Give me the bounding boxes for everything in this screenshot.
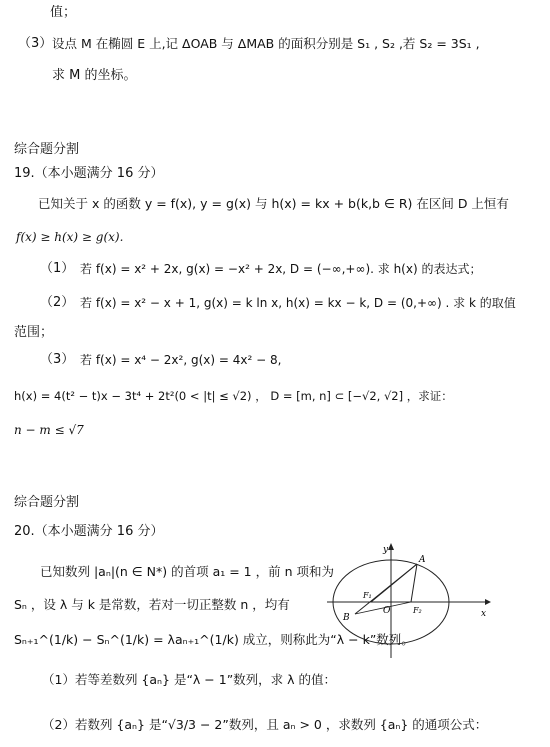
q19-part3-h: h(x) = 4(t² − t)x − 3t⁴ + 2t²(0 < |t| ≤ √2) ， D = [m, n] ⊂ [−√2, √2] ，求证：: [14, 389, 453, 403]
q18-part3-label: （3）: [18, 36, 53, 51]
y-axis-arrow-icon: [388, 543, 394, 550]
q19-part3-text: 若 f(x) = x⁴ − 2x², g(x) = 4x² − 8,: [80, 353, 282, 367]
q19-part2-cont: 范围；: [14, 325, 54, 340]
q18-line-tail: 值；: [50, 5, 77, 20]
label-b: B: [343, 613, 350, 623]
q19-intro: 已知关于 x 的函数 y = f(x), y = g(x) 与 h(x) = kx + b(k,b ∈ R) 在区间 D 上恒有: [38, 196, 509, 211]
q19-part2-label: （2）: [40, 295, 75, 310]
q19-part3-label: （3）: [40, 352, 75, 367]
label-y: y: [383, 545, 389, 555]
q19-part1-label: （1）: [40, 261, 75, 276]
label-f2: F₂: [413, 606, 422, 615]
q19-part1-text: 若 f(x) = x² + 2x, g(x) = −x² + 2x, D = (−∞,+∞). 求 h(x) 的表达式；: [80, 262, 482, 276]
segment-af2: [411, 564, 417, 602]
label-o: O: [383, 606, 391, 616]
label-x: x: [481, 609, 487, 619]
label-f1: F₁: [363, 591, 372, 600]
q20-part2: （2）若数列 {aₙ} 是“√3/3 − 2”数列，且 aₙ > 0 ，求数列 {aₙ} 的通项公式：: [42, 717, 488, 732]
q20-part1: （1）若等差数列 {aₙ} 是“λ − 1”数列，求 λ 的值：: [42, 672, 337, 687]
q18-part3-text: 设点 M 在椭圆 E 上,记 ΔOAB 与 ΔMAB 的面积分别是 S₁ , S₂ ,若 S₂ = 3S₁ ,: [52, 36, 480, 51]
q19-part3-end: n − m ≤ √7: [14, 423, 84, 437]
ellipse-figure: [325, 540, 495, 660]
q20-intro-line3: Sₙ₊₁^(1/k) − Sₙ^(1/k) = λaₙ₊₁^(1/k) 成立，则称此为“λ − k”数列。: [14, 632, 414, 647]
q20-intro-line2: Sₙ ，设 λ 与 k 是常数，若对一切正整数 n ，均有: [14, 597, 290, 612]
section-divider-label: 综合题分割: [14, 495, 80, 510]
q19-inequality: f(x) ≥ h(x) ≥ g(x).: [16, 230, 124, 244]
section-divider-label: 综合题分割: [14, 142, 80, 157]
q20-intro-line1: 已知数列 |aₙ|(n ∈ N*) 的首项 a₁ = 1 ，前 n 项和为: [40, 564, 334, 579]
q20-title: 20.（本小题满分 16 分）: [14, 524, 164, 539]
q18-part3-cont: 求 M 的坐标。: [52, 68, 137, 83]
x-axis-arrow-icon: [485, 599, 491, 605]
segment-af1: [371, 564, 417, 602]
label-a: A: [419, 555, 426, 565]
q19-title: 19.（本小题满分 16 分）: [14, 166, 164, 181]
q19-part2-text: 若 f(x) = x² − x + 1, g(x) = k ln x, h(x) = kx − k, D = (0,+∞) . 求 k 的取值: [80, 296, 516, 310]
